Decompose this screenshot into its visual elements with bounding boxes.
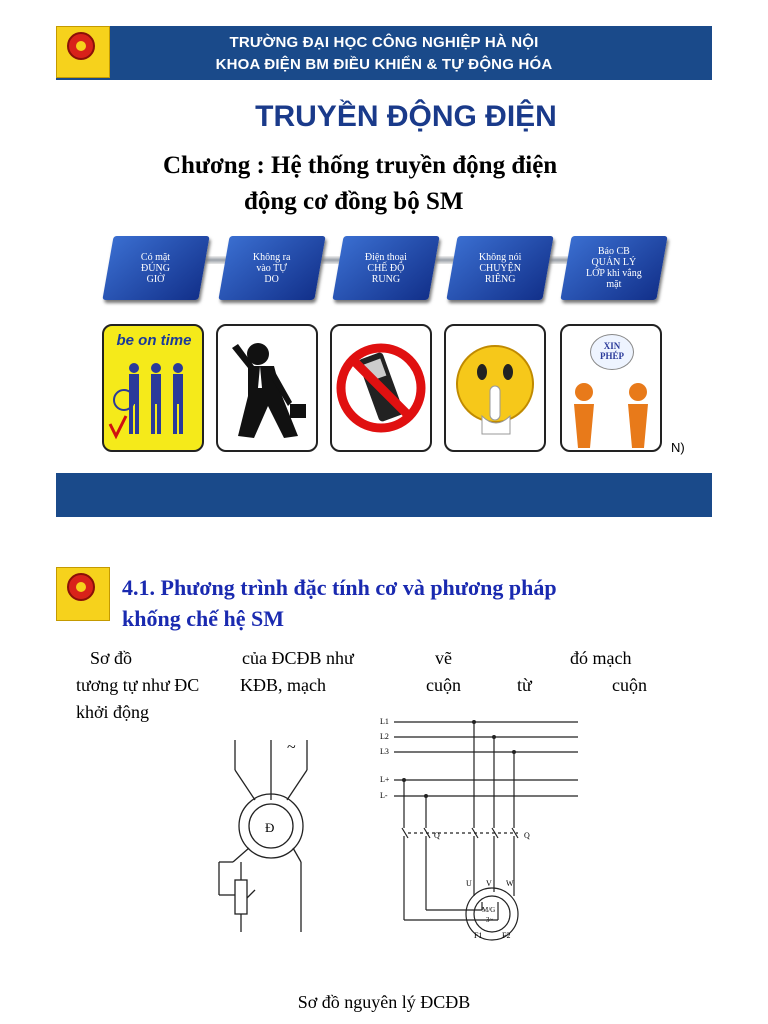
line-label: L1 [380, 717, 389, 726]
terminal-label: W [506, 879, 514, 888]
classroom-rules-banner [98, 228, 672, 456]
field-terminal-label: F2 [502, 931, 511, 940]
motor-sublabel: 3~ [486, 916, 494, 924]
switch-label: Q [434, 831, 440, 840]
rule-step: Có mặt ĐÚNG GIỜ [102, 236, 209, 300]
body-text: vẽ [435, 648, 452, 668]
be-on-time-image: be on time [102, 324, 204, 452]
line-label: L- [380, 791, 388, 800]
figure-caption: Sơ đồ nguyên lý ĐCĐB [297, 992, 471, 1012]
no-phone-icon [332, 326, 430, 450]
logo-emblem-icon [67, 32, 95, 60]
ac-symbol: ~ [287, 739, 296, 756]
silence-smiley-image [444, 324, 546, 452]
shush-smiley-icon [446, 326, 544, 450]
university-logo [56, 567, 110, 621]
businessman-silhouette-icon [218, 326, 316, 450]
rule-step: Không nói CHUYỆN RIÊNG [446, 236, 553, 300]
line-label: L2 [380, 732, 389, 741]
rule-step: Điện thoại CHẾ ĐỘ RUNG [332, 236, 439, 300]
body-text: cuộn [426, 675, 461, 695]
university-logo [56, 26, 110, 78]
terminal-label: U [466, 879, 472, 888]
chapter-title-line2: động cơ đồng bộ SM [244, 188, 464, 215]
body-text: khởi động [76, 702, 150, 722]
section-title: 4.1. Phương trình đặc tính cơ và phương pháp khống chế hệ SM [122, 575, 557, 631]
line-label: L3 [380, 747, 389, 756]
marching-band-icon [104, 354, 202, 450]
footer-band [56, 473, 712, 517]
banner-caption-tail: N) [671, 440, 685, 455]
rule-step: Không ra vào TỰ DO [218, 236, 325, 300]
rule-step: Báo CB QUẢN LÝ LỚP khi vắng mặt [560, 236, 667, 300]
switch-label: Q [524, 831, 530, 840]
motor-schematic-right [378, 710, 588, 960]
businessman-image [216, 324, 318, 452]
body-text: đó mạch [570, 648, 632, 668]
header-band [56, 26, 712, 80]
motor-schematic-left [205, 730, 335, 940]
motor-label: Đ [265, 820, 275, 835]
department-name: KHOA ĐIỆN BM ĐIỀU KHIỂN & TỰ ĐỘNG HÓA [215, 56, 553, 73]
no-phone-image [330, 324, 432, 452]
chapter-title-line1: Chương : Hệ thống truyền động điện [163, 152, 558, 179]
terminal-label: V [486, 879, 492, 888]
page-title: TRUYỀN ĐỘNG ĐIỆN [255, 100, 557, 133]
ask-permission-image [560, 324, 662, 452]
body-text: tương tự như ĐC [76, 675, 200, 695]
motor-label: M/G [482, 906, 496, 914]
body-text: Sơ đồ [90, 648, 133, 668]
university-name: TRƯỜNG ĐẠI HỌC CÔNG NGHIỆP HÀ NỘI [229, 34, 539, 51]
body-text: của ĐCĐB như [242, 648, 354, 668]
logo-emblem-icon [67, 573, 95, 601]
body-text: KĐB, mạch [240, 675, 326, 695]
body-text: cuộn [612, 675, 647, 695]
line-label: L+ [380, 775, 390, 784]
speech-bubble: XIN PHÉP [590, 334, 634, 370]
field-terminal-label: F1 [474, 931, 483, 940]
body-text: từ [517, 675, 532, 695]
